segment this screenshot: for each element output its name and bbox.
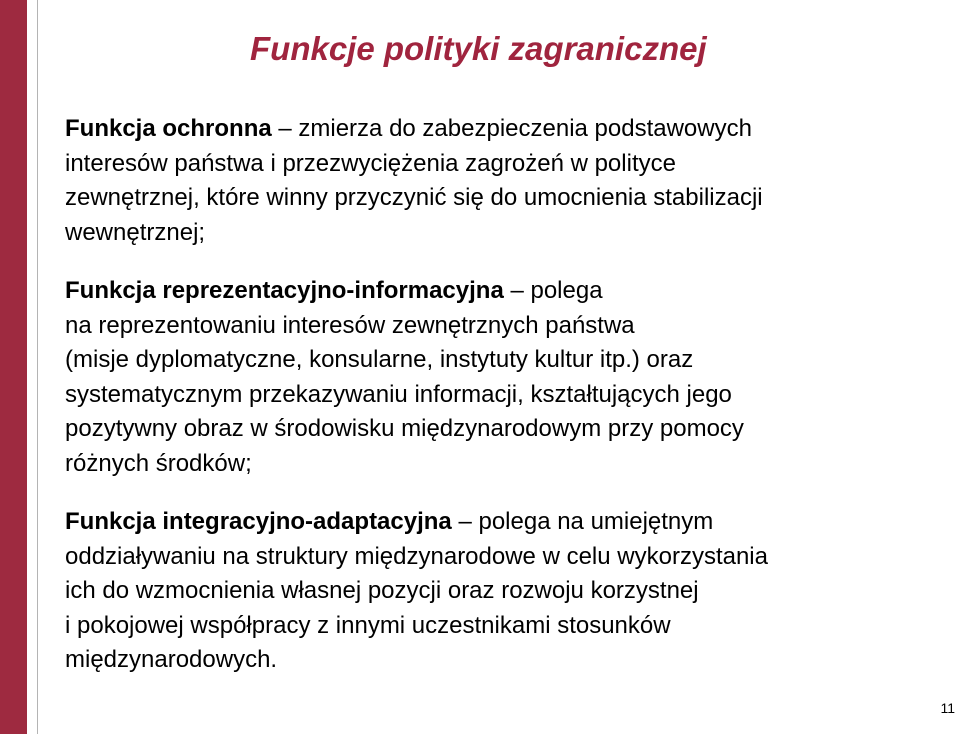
section-line: międzynarodowych. [65, 646, 278, 673]
left-accent-bar [0, 0, 27, 734]
slide-title: Funkcje polityki zagranicznej [250, 30, 707, 67]
section-funkcja-ochronna [65, 112, 763, 250]
section-line: interesów państwa i przezwyciężenia zagrożeń w polityce [65, 149, 676, 177]
section-line: systematycznym przekazywaniu informacji, kształtujących jego [65, 380, 732, 408]
section-line: wewnętrznej; [65, 218, 206, 246]
section-line: pozytywny obraz w środowisku międzynarodowym przy pomocy [65, 415, 744, 442]
section-funkcja-reprezentacyjno-informacyjna [65, 274, 744, 481]
section-line: ich do wzmocnienia własnej pozycji oraz rozwoju korzystnej [65, 577, 699, 604]
section-line: oddziaływaniu na struktury międzynarodowe w celu wykorzystania [65, 542, 768, 570]
section-line: i pokojowej współpracy z innymi uczestnikami stosunków [65, 611, 671, 639]
left-divider-line [37, 0, 38, 734]
section-line: na reprezentowaniu interesów zewnętrznych państwa [65, 311, 635, 339]
section-line: – polega na umiejętnym [451, 508, 714, 535]
page-number: 11 [940, 700, 955, 716]
section-funkcja-integracyjno-adaptacyjna [65, 505, 768, 678]
section-term: Funkcja integracyjno-adaptacyjna [65, 508, 452, 535]
section-line: – polega [503, 277, 603, 304]
section-line: (misje dyplomatyczne, konsularne, instytuty kultur itp.) oraz [65, 346, 694, 373]
section-term: Funkcja ochronna [65, 115, 272, 142]
section-line: – zmierza do zabezpieczenia podstawowych [271, 115, 752, 142]
section-line: różnych środków; [65, 449, 252, 477]
section-term: Funkcja reprezentacyjno-informacyjna [65, 277, 504, 304]
section-line: zewnętrznej, które winny przyczynić się do umocnienia stabilizacji [65, 184, 763, 211]
